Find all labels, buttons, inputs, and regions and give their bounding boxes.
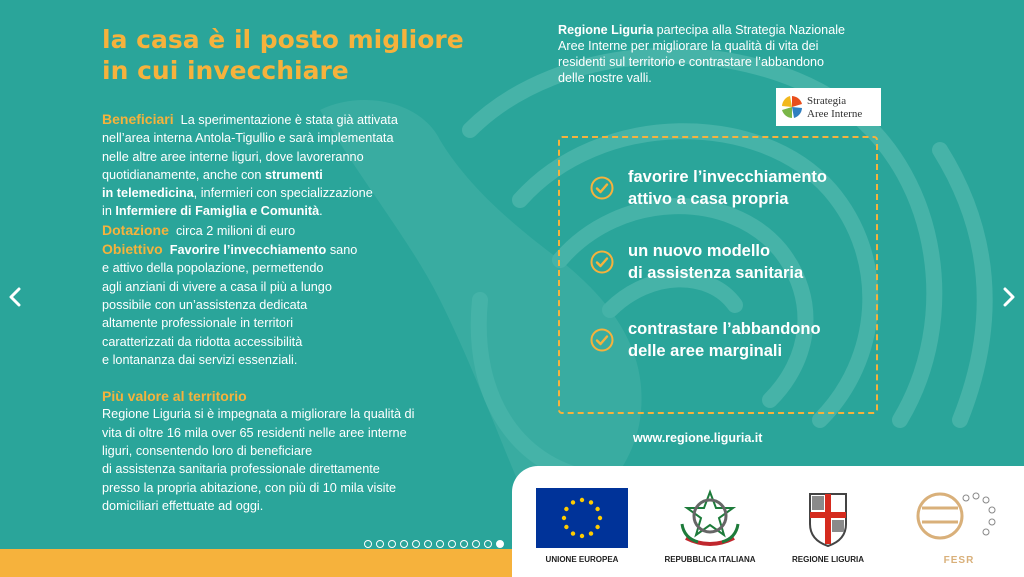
obiettivo-label: Obiettivo (102, 241, 163, 258)
obiettivo-text-1: sano (329, 243, 358, 258)
beneficiari-ifec: Infermiere di Famiglia e Comunità (115, 204, 320, 219)
beneficiari-text-4: quotidianamente, anche con (102, 167, 262, 182)
goal-text (628, 318, 821, 362)
carousel-dot[interactable] (412, 540, 420, 548)
chevron-right-icon[interactable] (1002, 287, 1016, 307)
beneficiari-label: Beneficiari (102, 111, 174, 127)
carousel-dot[interactable] (472, 540, 480, 548)
intro-text-3: residenti sul territorio e contrastare l’abbandono (558, 55, 825, 69)
italia-logo (664, 488, 756, 564)
eu-logo (536, 488, 628, 564)
valore-text: presso la propria abitazione, con più di 10 mila visite (102, 480, 397, 495)
beneficiari-line-4 (102, 166, 462, 184)
intro-text-1: partecipa alla Strategia Nazionale (656, 23, 845, 37)
title-line-1: la casa è il posto migliore (102, 25, 464, 54)
left-column (102, 110, 462, 515)
valore-text: vita di oltre 16 mila over 65 residenti nelle aree interne (102, 425, 407, 440)
check-circle-icon (590, 328, 614, 352)
emblem-italy-icon (664, 488, 756, 548)
dotazione-text: circa 2 milioni di euro (175, 223, 296, 238)
carousel-dot[interactable] (376, 540, 384, 548)
goal-item (590, 318, 821, 362)
beneficiari-text-1: La sperimentazione è stata già attivata (180, 113, 398, 127)
beneficiari-text-3: nelle altre aree interne liguri, dove lavoreranno (102, 149, 364, 164)
valore-text: di assistenza sanitaria professionale direttamente (102, 462, 380, 477)
goal-line-2: attivo a casa propria (628, 190, 789, 208)
check-circle-icon (590, 250, 614, 274)
carousel-dots (364, 540, 508, 548)
carousel-dot[interactable] (436, 540, 444, 548)
intro-text (558, 22, 888, 86)
goal-line-1: un nuovo modello (628, 242, 771, 260)
carousel-dot[interactable] (424, 540, 432, 548)
obiettivo-line-1 (102, 240, 462, 259)
carousel-dot[interactable] (496, 540, 504, 548)
fesr-emblem-icon (900, 488, 1000, 554)
liguria-logo (782, 488, 874, 564)
fesr-logo (900, 488, 1000, 566)
intro-line-1 (558, 22, 888, 38)
obiettivo-text: e attivo della popolazione, permettendo (102, 261, 324, 276)
beneficiari-text-2: nell’area interna Antola-Tigullio e sarà implementata (102, 131, 394, 146)
carousel-dot[interactable] (388, 540, 396, 548)
carousel-dot[interactable] (484, 540, 492, 548)
beneficiari-line-5 (102, 184, 462, 202)
italia-caption: REPUBBLICA ITALIANA (664, 555, 756, 564)
goal-line-2: delle aree marginali (628, 342, 783, 360)
obiettivo-bold: Favorire l’invecchiamento (169, 243, 327, 258)
obiettivo-text: possibile con un’assistenza dedicata (102, 297, 308, 312)
valore-text: Regione Liguria si è impegnata a migliorare la qualità di (102, 407, 415, 422)
beneficiari-period: . (319, 204, 323, 219)
eu-flag-icon (536, 488, 628, 548)
check-circle-icon (590, 176, 614, 200)
carousel-dot[interactable] (364, 540, 372, 548)
intro-regione: Regione Liguria (558, 23, 654, 37)
logo-panel (512, 466, 1024, 577)
carousel-dot[interactable] (400, 540, 408, 548)
intro-text-4: delle nostre valli. (558, 71, 652, 85)
valore-label: Più valore al territorio (102, 388, 247, 405)
title-line-2: in cui invecchiare (102, 56, 349, 85)
beneficiari-telemedicina: in telemedicina (102, 186, 194, 201)
page-title (102, 24, 502, 86)
snai-line-1: Strategia (807, 95, 847, 107)
carousel-dot[interactable] (460, 540, 468, 548)
liguria-shield-icon (782, 488, 874, 548)
strategia-aree-interne-logo (776, 88, 881, 126)
goal-item (590, 240, 803, 284)
goal-line-2: di assistenza sanitaria (628, 264, 804, 282)
intro-text-2: Aree Interne per migliorare la qualità di vita dei (558, 39, 819, 53)
goal-line-1: contrastare l’abbandono (628, 320, 821, 338)
spacer (102, 369, 462, 387)
goals-box (558, 136, 878, 414)
fesr-caption: FESR (943, 555, 975, 566)
beneficiari-line-6 (102, 202, 462, 220)
goal-text (628, 240, 803, 284)
beneficiari-strumenti: strumenti (264, 167, 323, 182)
beneficiari-text-5: , infermieri con specializzazione (193, 186, 373, 201)
eu-caption: UNIONE EUROPEA (545, 555, 619, 564)
valore-text: domiciliari effettuate ad oggi. (102, 498, 264, 513)
chevron-left-icon[interactable] (8, 287, 22, 307)
valore-text: liguri, consentendo loro di beneficiare (102, 444, 313, 459)
dotazione-line (102, 221, 462, 240)
obiettivo-text: altamente professionale in territori (102, 316, 294, 331)
snai-line-2: Aree Interne (807, 108, 863, 120)
carousel-dot[interactable] (448, 540, 456, 548)
goal-item (590, 166, 827, 210)
goal-text (628, 166, 827, 210)
goal-line-1: favorire l’invecchiamento (628, 168, 827, 186)
website-url: www.regione.liguria.it (633, 431, 763, 445)
beneficiari-text-6: in (102, 204, 112, 219)
liguria-caption: REGIONE LIGURIA (791, 555, 864, 564)
obiettivo-text: agli anziani di vivere a casa il più a lungo (102, 279, 332, 294)
obiettivo-text: e lontananza dai servizi essenziali. (102, 352, 298, 367)
snai-logo-icon (781, 95, 803, 119)
obiettivo-text: caratterizzati da ridotta accessibilità (102, 334, 303, 349)
dotazione-label: Dotazione (102, 221, 169, 238)
beneficiari-line-1 (102, 110, 462, 129)
